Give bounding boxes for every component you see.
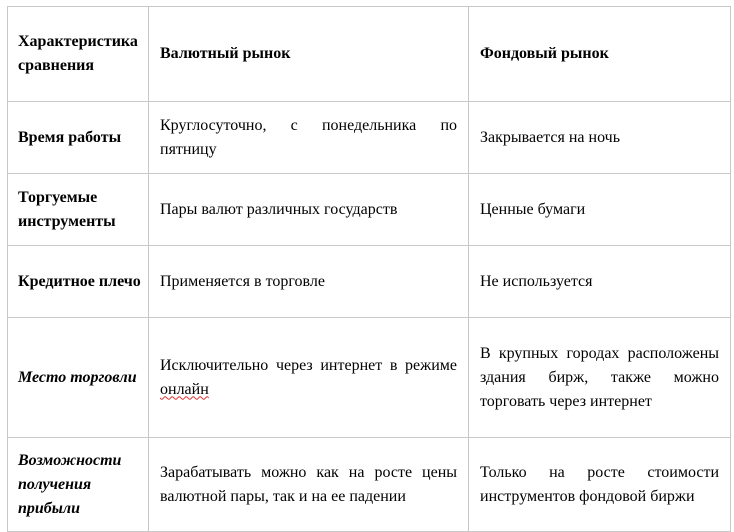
- header-cell-stock: Фондовый рынок: [469, 7, 731, 102]
- forex-cell-text: Исключительно через интернет в режиме: [160, 356, 457, 374]
- stock-cell: Только на росте стоимости инструментов фондовой биржи: [469, 438, 731, 532]
- table-row: [8, 438, 731, 532]
- comparison-table: [7, 6, 731, 532]
- table-header-row: [8, 7, 731, 102]
- table-row: [8, 102, 731, 174]
- stock-cell: Не используется: [469, 246, 731, 318]
- row-label: Кредитное плечо: [8, 246, 149, 318]
- header-cell-forex: Валютный рынок: [149, 7, 469, 102]
- forex-cell: Зарабатывать можно как на росте цены валютной пары, так и на ее падении: [149, 438, 469, 532]
- forex-cell: Круглосуточно, с понедельника по пятницу: [149, 102, 469, 174]
- spellcheck-marked-word: онлайн: [160, 380, 209, 398]
- table-row: [8, 318, 731, 438]
- header-cell-criteria: Характеристика сравнения: [8, 7, 149, 102]
- forex-cell: Пары валют различных государств: [149, 174, 469, 246]
- table-row: [8, 246, 731, 318]
- forex-cell: [149, 318, 469, 438]
- row-label: Торгуемые инструменты: [8, 174, 149, 246]
- table-row: [8, 174, 731, 246]
- stock-cell: В крупных городах расположены здания бирж, также можно торговать через интернет: [469, 318, 731, 438]
- stock-cell: Ценные бумаги: [469, 174, 731, 246]
- row-label: Возможности получения прибыли: [8, 438, 149, 532]
- row-label: Время работы: [8, 102, 149, 174]
- stock-cell: Закрывается на ночь: [469, 102, 731, 174]
- row-label: Место торговли: [8, 318, 149, 438]
- forex-cell: Применяется в торговле: [149, 246, 469, 318]
